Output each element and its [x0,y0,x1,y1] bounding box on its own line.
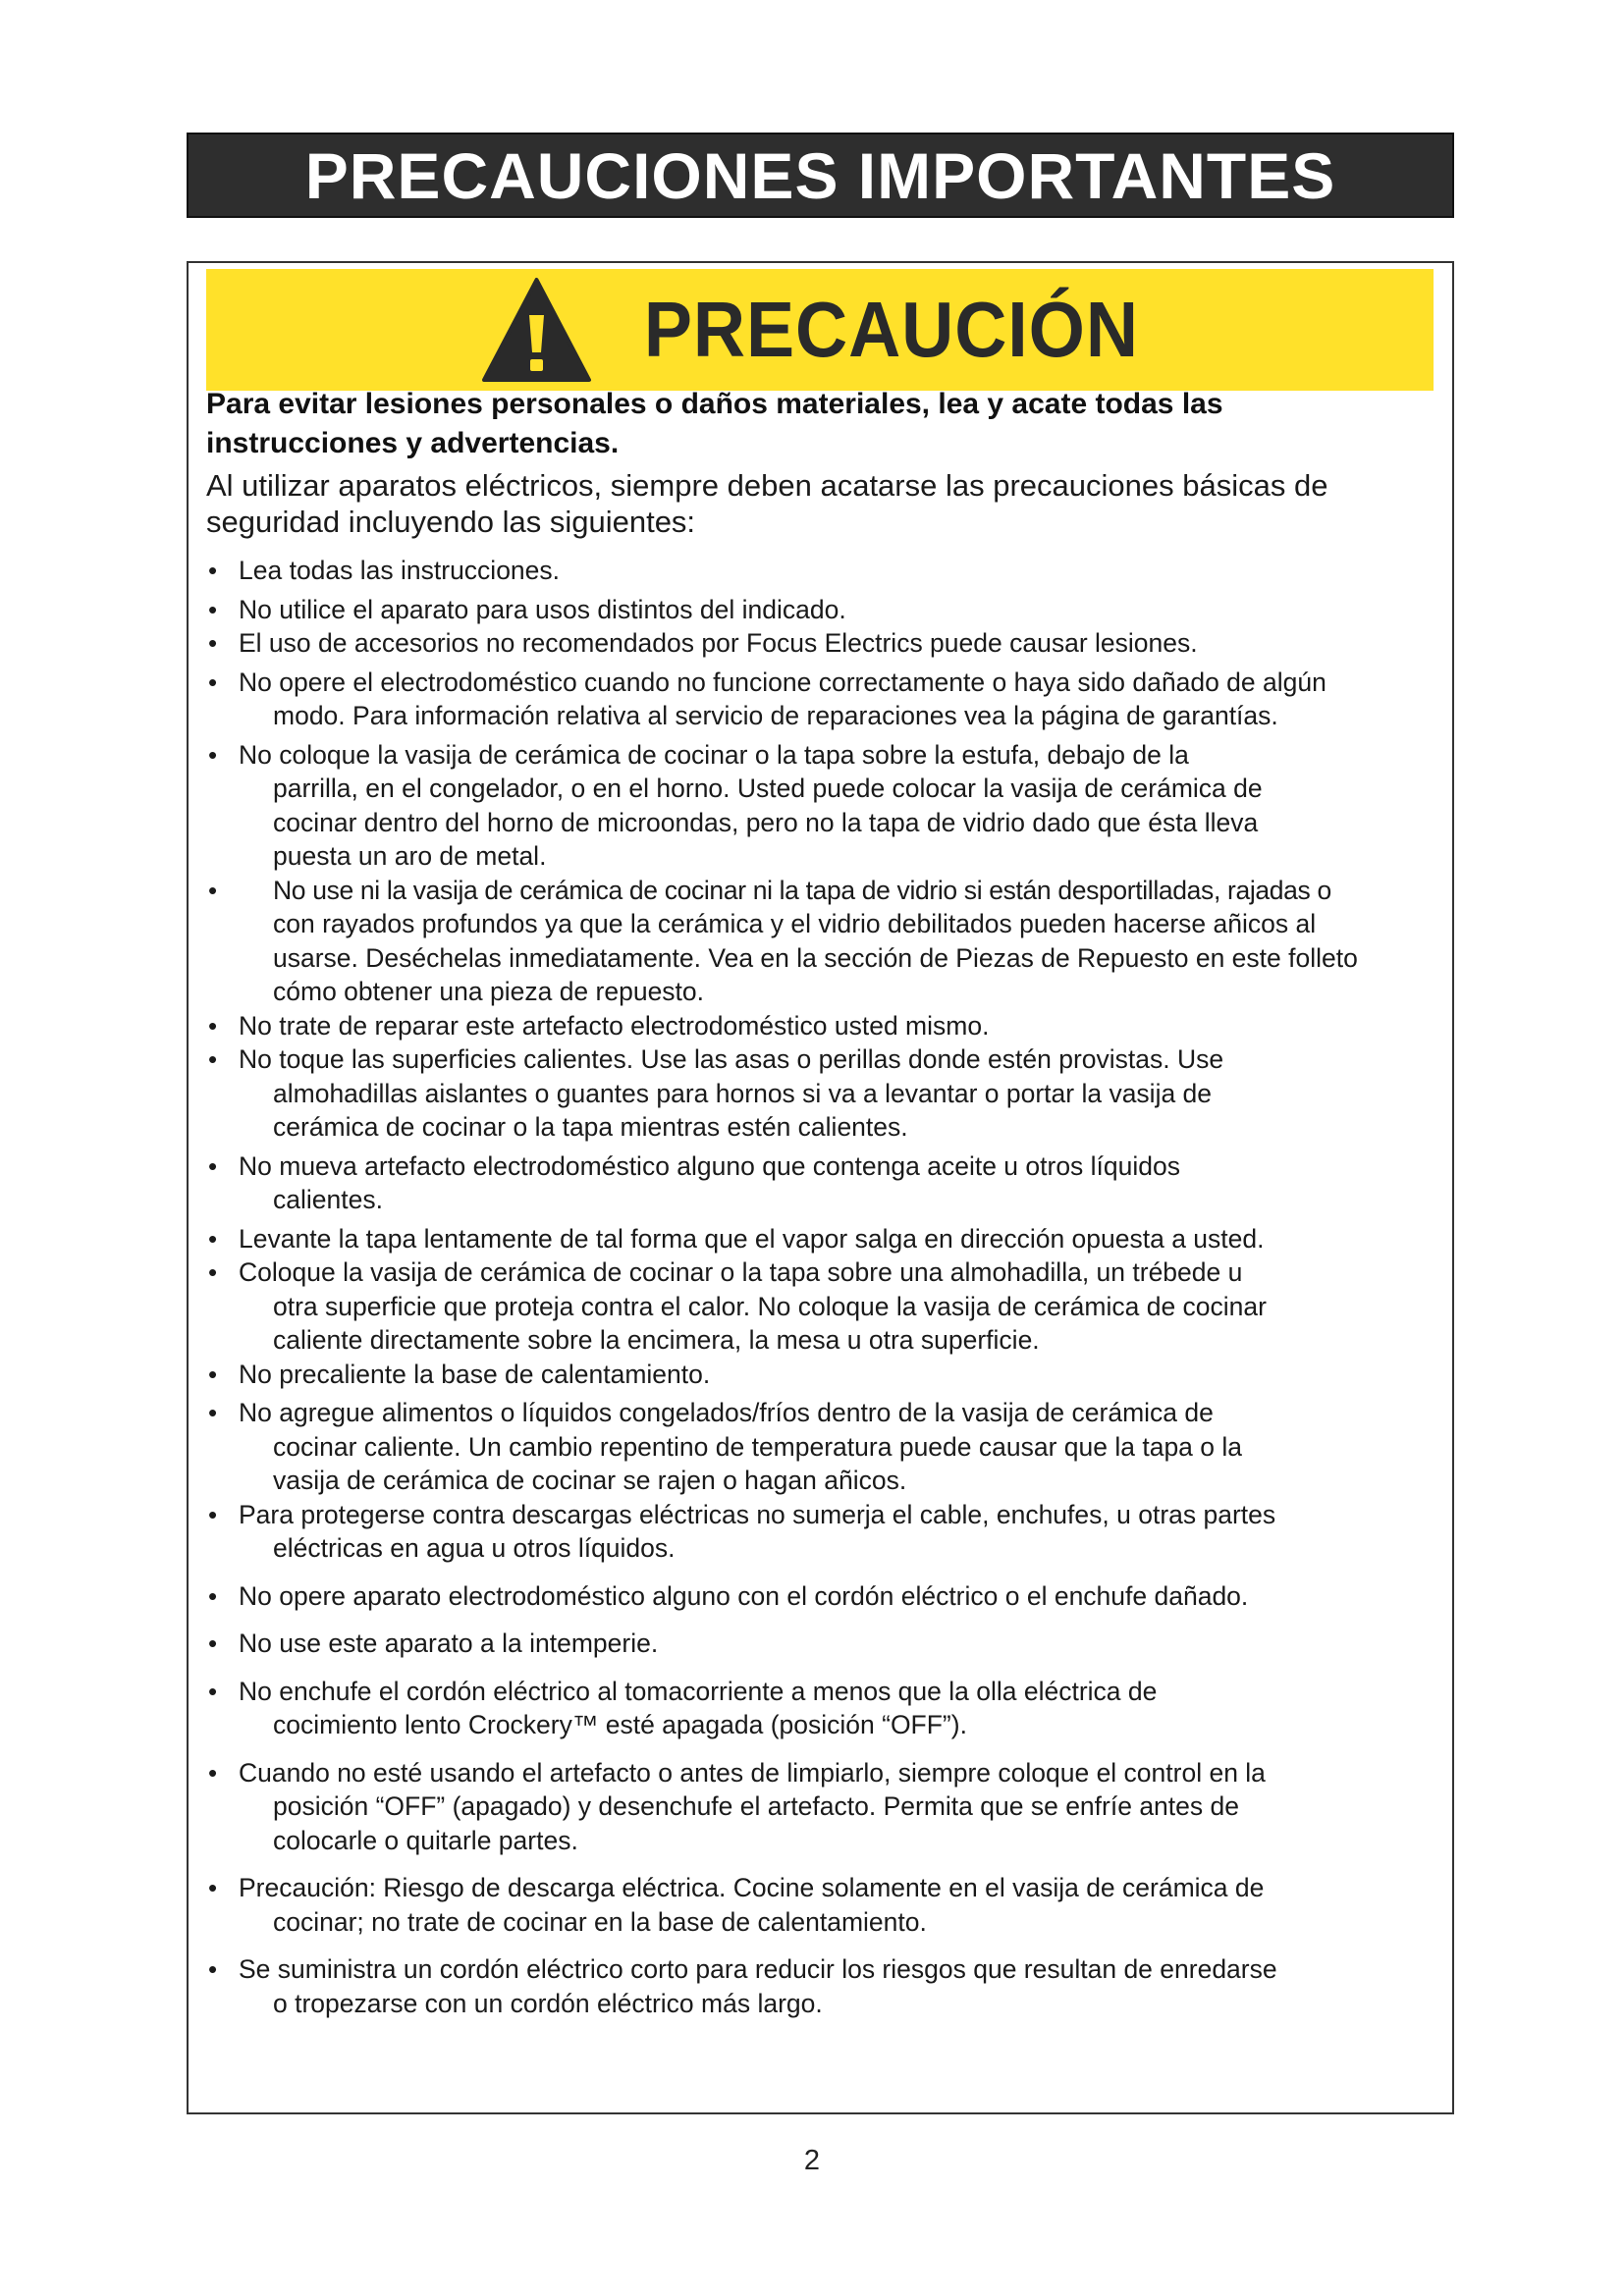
intro-line-2: seguridad incluyendo las siguientes: [206,505,696,539]
list-item: • Se suministra un cordón eléctrico corto para reducir los riesgos que resultan de enredarse o tropezarse con un cordón eléctrico más largo. [206,1952,1434,2020]
page-title: PRECAUCIONES IMPORTANTES [304,138,1336,212]
intro-bold-line-2: instrucciones y advertencias. [206,427,620,459]
list-item: • Levante la tapa lentamente de tal forma que el vapor salga en dirección opuesta a usted. [206,1222,1434,1256]
list-item: • Coloque la vasija de cerámica de cocinar o la tapa sobre una almohadilla, un trébede u otra superficie que proteja contra el calor. No coloque la vasija de cerámica de cocinar caliente directamente sobre la encimera, la mesa u otra superficie. [206,1255,1434,1358]
caution-banner [206,269,1434,391]
list-item: • Lea todas las instrucciones. [206,554,1434,588]
list-item: • Precaución: Riesgo de descarga eléctrica. Cocine solamente en el vasija de cerámica de cocinar; no trate de cocinar en la base de calentamiento. [206,1871,1434,1939]
list-item: • No opere el electrodoméstico cuando no funcione correctamente o haya sido dañado de algún modo. Para información relativa al servicio de reparaciones vea la página de garantías. [206,666,1434,733]
warning-triangle-icon [480,276,593,384]
page-number: 2 [803,2145,821,2176]
intro-bold-line-1: Para evitar lesiones personales o daños materiales, lea y acate todas las [206,388,1223,420]
title-bar [187,133,1454,218]
intro-line-1: Al utilizar aparatos eléctricos, siempre deben acatarse las precauciones básicas de [206,468,1328,503]
list-item: • No trate de reparar este artefacto electrodoméstico usted mismo. [206,1009,1434,1043]
caution-label: PRECAUCIÓN [643,286,1139,373]
list-item: • No use ni la vasija de cerámica de cocinar ni la tapa de vidrio si están desportilladas, rajadas o con rayados profundos ya que la cerámica y el vidrio debilitados pueden hacerse añicos al usarse. Deséchelas inmediatamente. Vea en la sección de Piezas de Repuesto en este folleto cómo obtener una pieza de repuesto. [206,874,1434,1009]
list-item: • No coloque la vasija de cerámica de cocinar o la tapa sobre la estufa, debajo de la parrilla, en el congelador, o en el horno. Usted puede colocar la vasija de cerámica de cocinar dentro del horno de microondas, pero no la tapa de vidrio dado que ésta lleva puesta un aro de metal. [206,738,1434,874]
list-item: • No mueva artefacto electrodoméstico alguno que contenga aceite u otros líquidos calientes. [206,1149,1434,1217]
list-item: • No toque las superficies calientes. Use las asas o perillas donde estén provistas. Use almohadillas aislantes o guantes para hornos si va a levantar o portar la vasija de cerámica de cocinar o la tapa mientras estén calientes. [206,1042,1434,1145]
list-item: • Cuando no esté usando el artefacto o antes de limpiarlo, siempre coloque el control en la posición “OFF” (apagado) y desenchufe el artefacto. Permita que se enfríe antes de colocarle o quitarle partes. [206,1756,1434,1858]
list-item: • No enchufe el cordón eléctrico al tomacorriente a menos que la olla eléctrica de cocimiento lento Crockery™ esté apagada (posición “OFF”). [206,1675,1434,1742]
list-item: • Para protegerse contra descargas eléctricas no sumerja el cable, enchufes, u otras partes eléctricas en agua u otros líquidos. [206,1498,1434,1566]
list-item: • No use este aparato a la intemperie. [206,1627,1434,1661]
precautions-box [187,261,1454,2114]
intro-text [206,385,1434,540]
list-item: • No opere aparato electrodoméstico alguno con el cordón eléctrico o el enchufe dañado. [206,1579,1434,1614]
list-item: • No agregue alimentos o líquidos congelados/fríos dentro de la vasija de cerámica de cocinar caliente. Un cambio repentino de temperatura puede causar que la tapa o la vasija de cerámica de cocinar se rajen o hagan añicos. [206,1396,1434,1498]
list-item: • No precaliente la base de calentamiento. [206,1358,1434,1392]
precaution-list [206,554,1434,2020]
list-item: • No utilice el aparato para usos distintos del indicado. [206,593,1434,627]
list-item: • El uso de accesorios no recomendados por Focus Electrics puede causar lesiones. [206,626,1434,661]
